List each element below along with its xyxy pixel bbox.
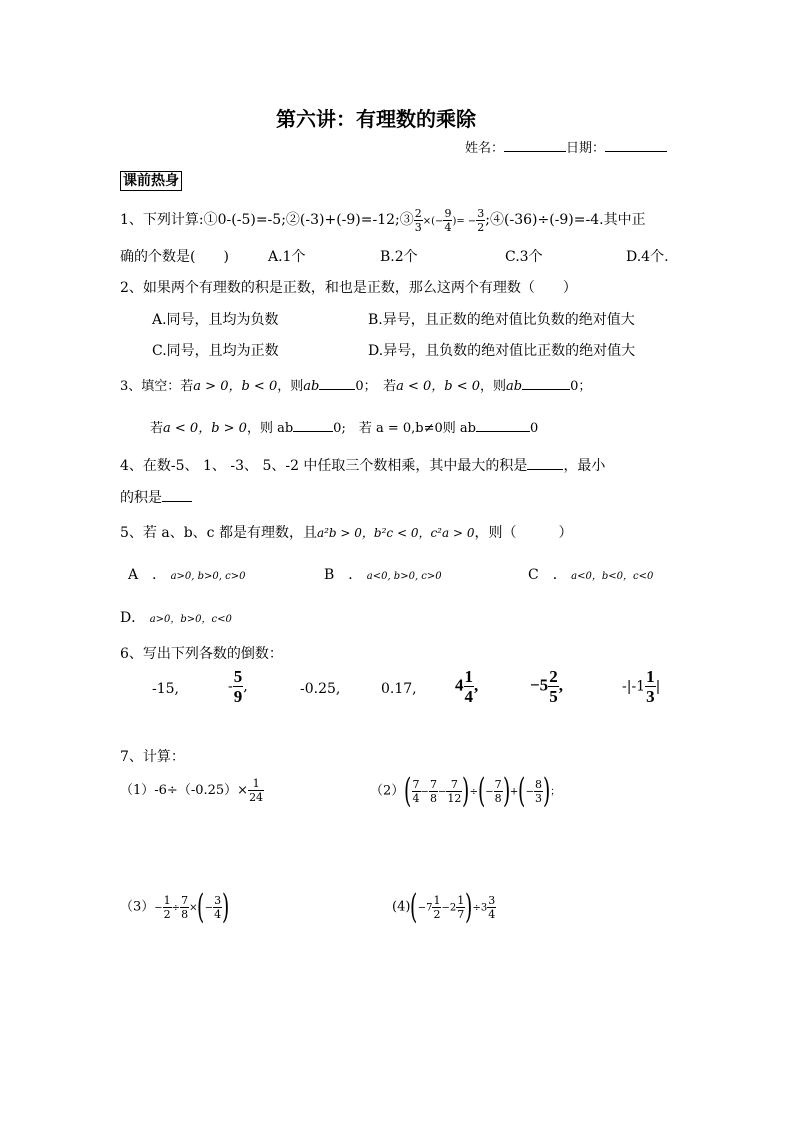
question-5: 5、若 a、b、c 都是有理数，且a²b > 0，b²c < 0，c²a > 0，则（ ） [120,525,573,541]
page-title: 第六讲：有理数的乘除 [276,107,476,131]
question-3-line2: 若a < 0，b > 0，则 ab 0; 若 a = 0,b≠0则 ab 0 [150,421,539,436]
q4-blank-min[interactable] [162,501,192,502]
q2-option-b[interactable]: B.异号，且正数的绝对值比负数的绝对值大 [368,312,635,328]
question-1-line2: 确的个数是( ) [120,249,229,265]
q7-part-1: （1）-6÷（-0.25）× $\frac{1}{24}$ [120,777,264,804]
q7-part-2: （2）( $\frac{7}{4}$ − $\frac{7}{8}$ − $\frac{7}{12}$ )÷(− $\frac{7}{8}$ )+(− $\frac{8}{3}$ )； [370,771,561,811]
section-heading: 课前热身 [120,171,182,191]
date-blank[interactable] [605,151,667,152]
q5-option-d[interactable]: D． a>0，b>0，c<0 [120,610,232,626]
q1-option-d[interactable]: D.4个. [626,249,669,265]
question-4-line1: 4、在数-5、 1、 -3、 5、-2 中任取三个数相乘，其中最大的积是 ，最小 [120,458,606,474]
q1-option-c[interactable]: C.3个 [505,249,543,265]
question-7: 7、计算： [120,749,185,765]
q6-number-2: - $\frac{5}{9}$ , [228,667,248,706]
question-4-line2: 的积是 [120,491,192,505]
q6-number-1: -15, [152,681,179,697]
q5-option-a[interactable]: A ． a>0, b>0, c>0 [128,567,246,583]
q3-blank-1[interactable] [319,389,355,390]
q6-number-3: -0.25, [300,681,341,697]
q1-option-a[interactable]: A.1个 [268,249,306,265]
question-2: 2、如果两个有理数的积是正数，和也是正数，那么这两个有理数（ ） [120,280,577,296]
q6-number-7: -|-1 $\frac{1}{3}$ | [622,667,661,706]
name-blank[interactable] [504,151,566,152]
date-label: 日期： [566,141,606,156]
q3-blank-3[interactable] [293,431,333,432]
student-info [465,142,667,155]
q2-option-d[interactable]: D.异号，且负数的绝对值比正数的绝对值大 [368,343,636,359]
q5-option-b[interactable]: B ． a<0, b>0, c>0 [324,567,442,583]
q3-blank-4[interactable] [476,431,530,432]
q7-part-4: (4)(−7 $\frac{1}{2}$ −2 $\frac{1}{7}$ )÷3 $\frac{3}{4}$ [392,887,496,927]
q2-option-a[interactable]: A.同号，且均为负数 [152,312,279,328]
q6-number-4: 0.17, [381,681,417,697]
q4-blank-max[interactable] [527,469,563,470]
q2-option-c[interactable]: C.同号，且均为正数 [152,343,279,359]
q1-option-b[interactable]: B.2个 [380,249,418,265]
q5-option-c[interactable]: C ． a<0，b<0，c<0 [528,567,654,583]
q6-number-5: 4 $\frac{1}{4}$ , [455,667,479,706]
question-3-line1: 3、填空：若a > 0，b < 0，则ab 0； 若a < 0，b < 0，则ab 0； [120,379,592,394]
question-6: 6、写出下列各数的倒数： [120,646,283,662]
name-label: 姓名： [465,141,505,156]
question-1: 1、下列计算:①0-(-5)=-5;②(-3)+(-9)=-12;③ $\frac{2}{3}$ ×(− $\frac{9}{4}$ )= − $\frac{3}{2}$ ;④(-36)÷(-9)=-4.其中正 [120,206,646,234]
q3-blank-2[interactable] [522,389,570,390]
q6-number-6: −5 $\frac{2}{5}$ , [530,667,563,706]
q7-part-3: （3）− $\frac{1}{2}$ ÷ $\frac{7}{8}$ ×(− $\frac{3}{4}$ ) [120,887,230,927]
